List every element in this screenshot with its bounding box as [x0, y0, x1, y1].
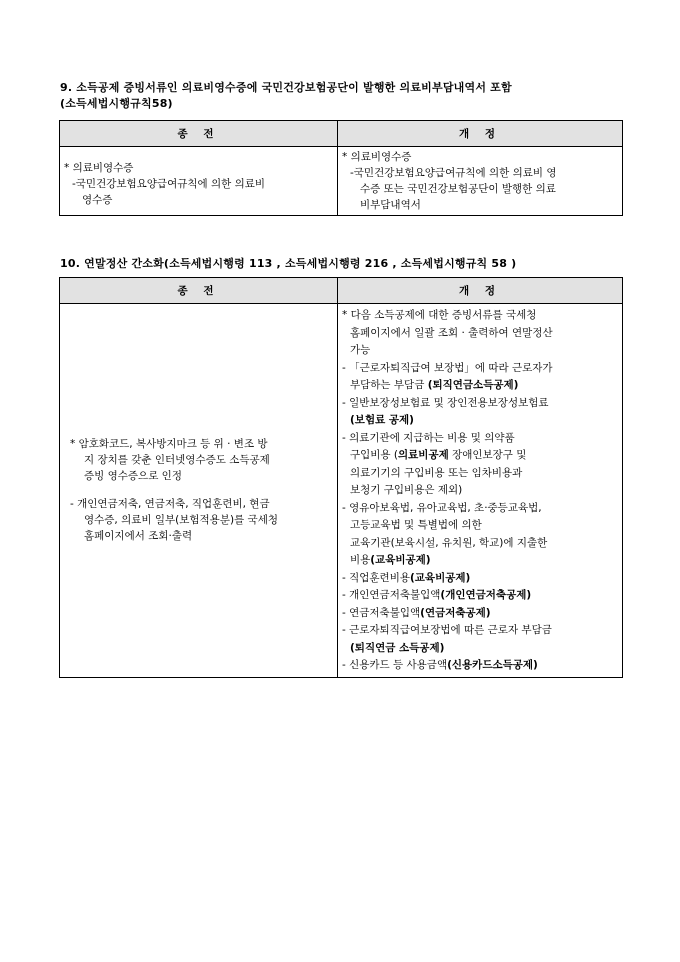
section-9-title-line1: 9. 소득공제 증빙서류인 의료비영수증에 국민건강보험공단이 발행한 의료비부담내역서 포함 [60, 81, 512, 94]
text-line: - 개인연금저축불입액(개인연금저축공제) [342, 589, 532, 601]
section-10-title-line: 10. 연말정산 간소화(소득세법시행령 113 , 소득세법시행령 216 , 소득세법시행규칙 58 ) [60, 257, 517, 270]
section-9-table [59, 120, 623, 216]
text-line: 홈페이지에서 조회·출력 [84, 530, 193, 543]
text-line: 영수증 [82, 194, 113, 206]
after-cell [338, 304, 623, 678]
text-line: 지 장치를 갖춘 인터넷영수증도 소득공제 [84, 454, 270, 467]
table-header-row [60, 278, 623, 304]
text-line: (보험료 공제) [350, 414, 414, 426]
text-line: - 「근로자퇴직급여 보장법」에 따라 근로자가 [342, 361, 553, 374]
text-line: * 의료비영수증 [64, 162, 134, 174]
table-row [60, 147, 623, 216]
col-header-before: 종 전 [60, 278, 338, 304]
col-header-after: 개 정 [338, 121, 623, 147]
text-line: 의료기기의 구입비용 또는 임차비용과 [350, 466, 523, 479]
section-9-title-line2: (소득세법시행규칙58) [60, 97, 173, 110]
text-line: 증빙 영수증으로 인정 [84, 470, 182, 483]
text-line: - 일반보장성보험료 및 장인전용보장성보험료 [342, 396, 549, 409]
text-line: - 개인연금저축, 연금저축, 직업훈련비, 현금 [70, 498, 270, 511]
text-line: -국민건강보험요양급여규칙에 의한 의료비 [72, 178, 266, 190]
text-line: 영수증, 의료비 일부(보험적용분)를 국세청 [84, 514, 278, 527]
text-line: - 근로자퇴직급여보장법에 따른 근로자 부담금 [342, 624, 552, 636]
text-line: 보청기 구입비용은 제외) [350, 484, 463, 496]
section-9-title [60, 80, 625, 112]
text-line: 구입비용 (의료비공제 장애인보장구 및 [350, 449, 527, 461]
text-line: 부담하는 부담금 (퇴직연금소득공제) [350, 379, 519, 391]
text-line: 교육기관(보육시설, 유치원, 학교)에 지출한 [350, 536, 548, 549]
text-line: 수증 또는 국민건강보험공단이 발행한 의료 [360, 183, 556, 195]
text-line: * 암호화코드, 복사방지마크 등 위 · 변조 방 [70, 438, 268, 451]
col-header-after: 개 정 [338, 278, 623, 304]
text-line: - 신용카드 등 사용금액(신용카드소득공제) [342, 659, 538, 671]
text-line: 고등교육법 및 특별법에 의한 [350, 519, 482, 531]
section-10-table [59, 277, 623, 678]
text-line: - 연금저축불입액(연금저축공제) [342, 606, 491, 619]
text-line: - 의료기관에 지급하는 비용 및 의약품 [342, 431, 515, 444]
text-line: - 직업훈련비용(교육비공제) [342, 571, 471, 584]
before-cell [60, 304, 338, 678]
text-line: 가능 [350, 344, 371, 356]
table-header-row [60, 121, 623, 147]
text-line: * 다음 소득공제에 대한 증빙서류를 국세청 [342, 309, 537, 321]
text-line: (퇴직연금 소득공제) [350, 641, 445, 654]
table-row [60, 304, 623, 678]
col-header-before: 종 전 [60, 121, 338, 147]
text-line: 홈페이지에서 일괄 조회 · 출력하여 연말정산 [350, 326, 553, 339]
text-line: 비부담내역서 [360, 199, 421, 211]
text-line: 비용(교육비공제) [350, 554, 431, 566]
text-line: - 영유아보육법, 유아교육법, 초·중등교육법, [342, 501, 542, 514]
section-10-title [60, 256, 625, 272]
before-cell [60, 147, 338, 216]
text-line: * 의료비영수증 [342, 151, 412, 163]
text-line: -국민건강보험요양급여규칙에 의한 의료비 영 [350, 167, 557, 179]
after-cell [338, 147, 623, 216]
